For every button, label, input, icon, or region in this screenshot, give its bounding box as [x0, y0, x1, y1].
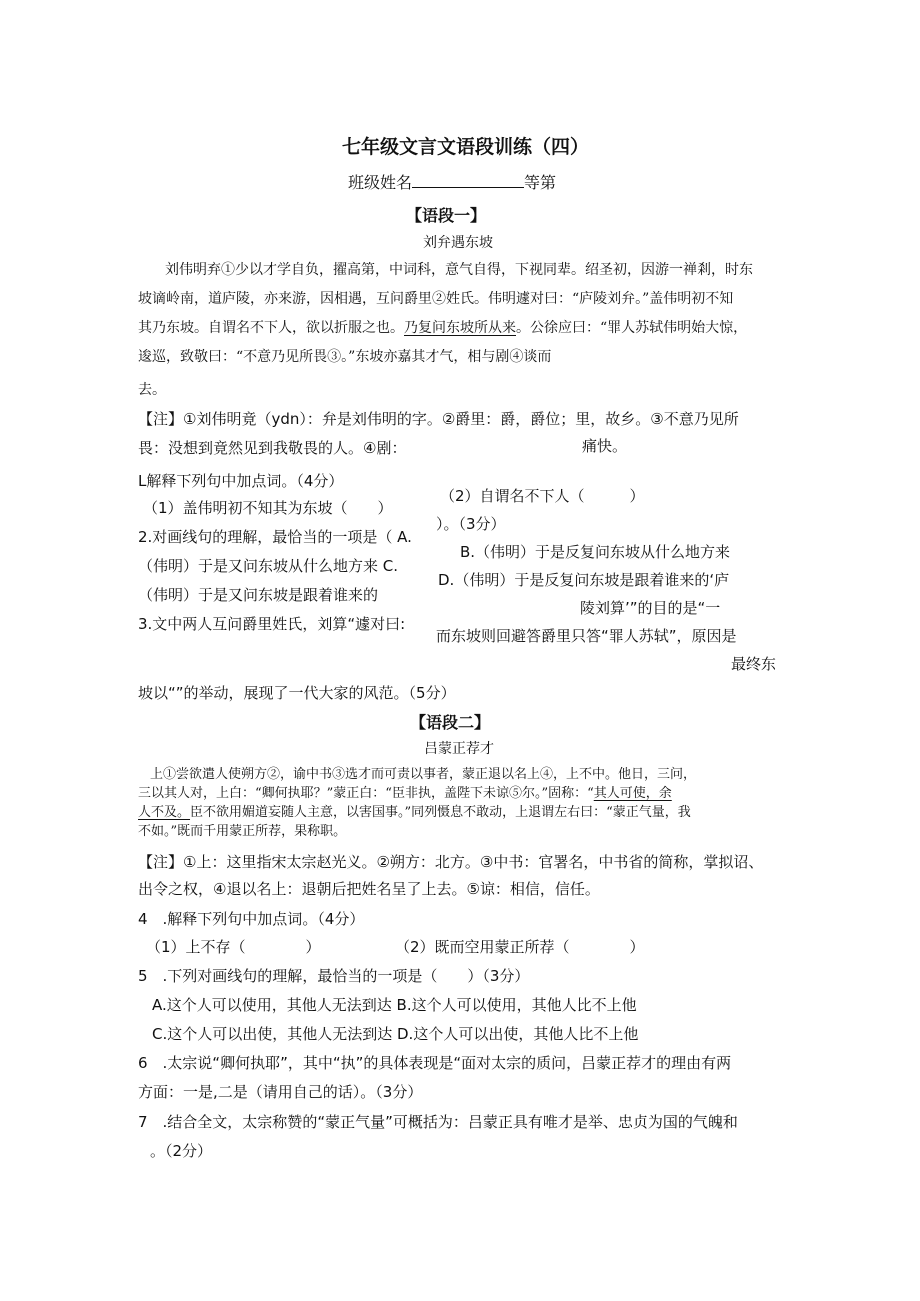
passage-1-line-3-pre: 其乃东坡。自谓名不下人，欲以折服之也。 — [138, 320, 404, 336]
passage-2-line-3 — [138, 803, 691, 823]
passage-1-note-line-2: 畏：没想到竟然见到我敬畏的人。④剧： — [138, 439, 407, 457]
question-5-options-cd: C.这个人可以出使，其他人无法到达 D.这个人可以出使，其他人比不上他 — [152, 1025, 639, 1043]
grade-label: 等第 — [524, 173, 557, 192]
underlined-sentence-2a: 其人可使，余 — [593, 786, 672, 801]
question-1-item-b: （2）自谓名不下人（ ） — [440, 487, 645, 505]
passage-1-title: 刘弁遇东坡 — [423, 235, 493, 251]
passage-1-line-3 — [138, 318, 747, 338]
question-3-tail: 最终东 — [731, 655, 777, 673]
question-2-score: ）。（3分） — [436, 515, 506, 533]
question-7-line-1: 7 .结合全文，太宗称赞的“蒙正气量”可概括为：吕蒙正具有唯才是举、忠贞为国的气魄和 — [138, 1113, 738, 1131]
question-1-item-a: （1）盖伟明初不知其为东坡（ ） — [143, 499, 393, 517]
question-2-stem: 2.对画线句的理解，最恰当的一项是（ A. — [138, 528, 412, 546]
document-title: 七年级文言文语段训练（四） — [342, 136, 590, 158]
underlined-sentence-2b: 人不及。 — [138, 805, 191, 820]
passage-2-line-2 — [138, 784, 672, 804]
underlined-sentence-1: 乃复问东坡所从来 — [404, 320, 516, 336]
passage-1-line-3-post: 。公徐应曰：“罪人苏轼伟明始大惊， — [516, 320, 748, 336]
question-2-option-c: （伟明）于是又问东坡是跟着谁来的 — [138, 586, 379, 604]
section-label-1: 【语段一】 — [406, 206, 487, 225]
question-5-options-ab: A.这个人可以使用，其他人无法到达 B.这个人可以使用，其他人比不上他 — [152, 996, 637, 1014]
passage-2-line-3-post: 臣不欲用媚道妄随人主意，以害国事。”同列慑息不敢动，上退谓左右曰：“蒙正气量，我 — [190, 805, 691, 820]
passage-2-line-4: 不如。”既而千用蒙正所荐，果称职。 — [138, 824, 347, 839]
question-4-item-a: （1）上不存（ ） — [146, 938, 321, 956]
student-info-line — [348, 170, 556, 193]
passage-1-line-5: 去。 — [138, 382, 166, 398]
passage-2-line-2-pre: 三以其人对，上白：“卿何执耶？”蒙正白：“臣非执，盖陛下未谅⑤尔。”固称：“ — [138, 786, 594, 801]
name-blank[interactable] — [412, 173, 524, 188]
question-3-stem: 3.文中两人互问爵里姓氏，刘算“遽对曰: — [138, 615, 406, 633]
passage-1-line-1: 刘伟明弃①少以才学自负，擢高第，中词科，意气自得，下视同辈。绍圣初，因游一禅剎，时东 — [165, 262, 753, 278]
question-3-end: 坡以“”的举动，展现了一代大家的风范。（5分） — [138, 684, 456, 702]
passage-2-note-line-2: 出令之权，④退以名上：退朝后把姓名呈了上去。⑤谅：相信，信任。 — [138, 880, 600, 898]
question-7-line-2: 。（2分） — [150, 1142, 213, 1160]
passage-1-note-line-1: 【注】①刘伟明竟（ydn）：弁是刘伟明的字。②爵里：爵，爵位；里，故乡。③不意乃见所 — [138, 410, 739, 428]
question-4-item-b: （2）既而空用蒙正所荐（ ） — [395, 938, 645, 956]
passage-2-title: 吕蒙正荐才 — [424, 741, 494, 757]
section-label-2: 【语段二】 — [410, 713, 491, 732]
passage-1-note-tail: 痛快。 — [582, 437, 628, 455]
question-1-stem: L解释下列句中加点词。（4分） — [138, 472, 344, 490]
passage-2-note-line-1: 【注】①上：这里指宋太宗赵光义。②朔方：北方。③中书：官署名，中书省的简称，掌拟诏、 — [138, 853, 764, 871]
question-2-option-b: B.（伟明）于是反复问东坡从什么地方来 — [460, 543, 731, 561]
question-3-continuation: 而东坡则回避答爵里只答“罪人苏轼”，原因是 — [436, 627, 737, 645]
question-6-line-2: 方面：一是,二是（请用自己的话）。（3分） — [138, 1083, 423, 1101]
class-name-label: 班级姓名 — [348, 173, 413, 192]
question-4-stem: 4 .解释下列句中加点词。（4分） — [138, 910, 365, 928]
question-2-option-a: （伟明）于是又问东坡从什么地方来 C. — [138, 557, 399, 575]
question-5-stem: 5 .下列对画线句的理解，最恰当的一项是（ ）（3分） — [138, 967, 530, 985]
question-2-option-d: D.（伟明）于是反复问东坡是跟着谁来的‘庐 — [438, 571, 730, 589]
question-6-line-1: 6 .太宗说“卿何执耶”，其中“执”的具体表现是“面对太宗的质问，吕蒙正荐才的理由有两 — [138, 1054, 732, 1072]
question-2-option-d-cont: 陵刘算’”的目的是“一 — [580, 599, 721, 617]
passage-1-line-4: 逡巡，致敬曰：“不意乃见所畏③。”东坡亦嘉其才气，相与剧④谈而 — [138, 349, 552, 365]
passage-1-line-2: 坡谪岭南，道庐陵，亦来游，因相遇，互问爵里②姓氏。伟明遽对曰：“庐陵刘弁。”盖伟明初不知 — [138, 291, 734, 307]
passage-2-line-1: 上①尝欲遣人使朔方②，谕中书③选才而可责以事者，蒙正退以名上④，上不中。他日，三问， — [150, 767, 697, 782]
